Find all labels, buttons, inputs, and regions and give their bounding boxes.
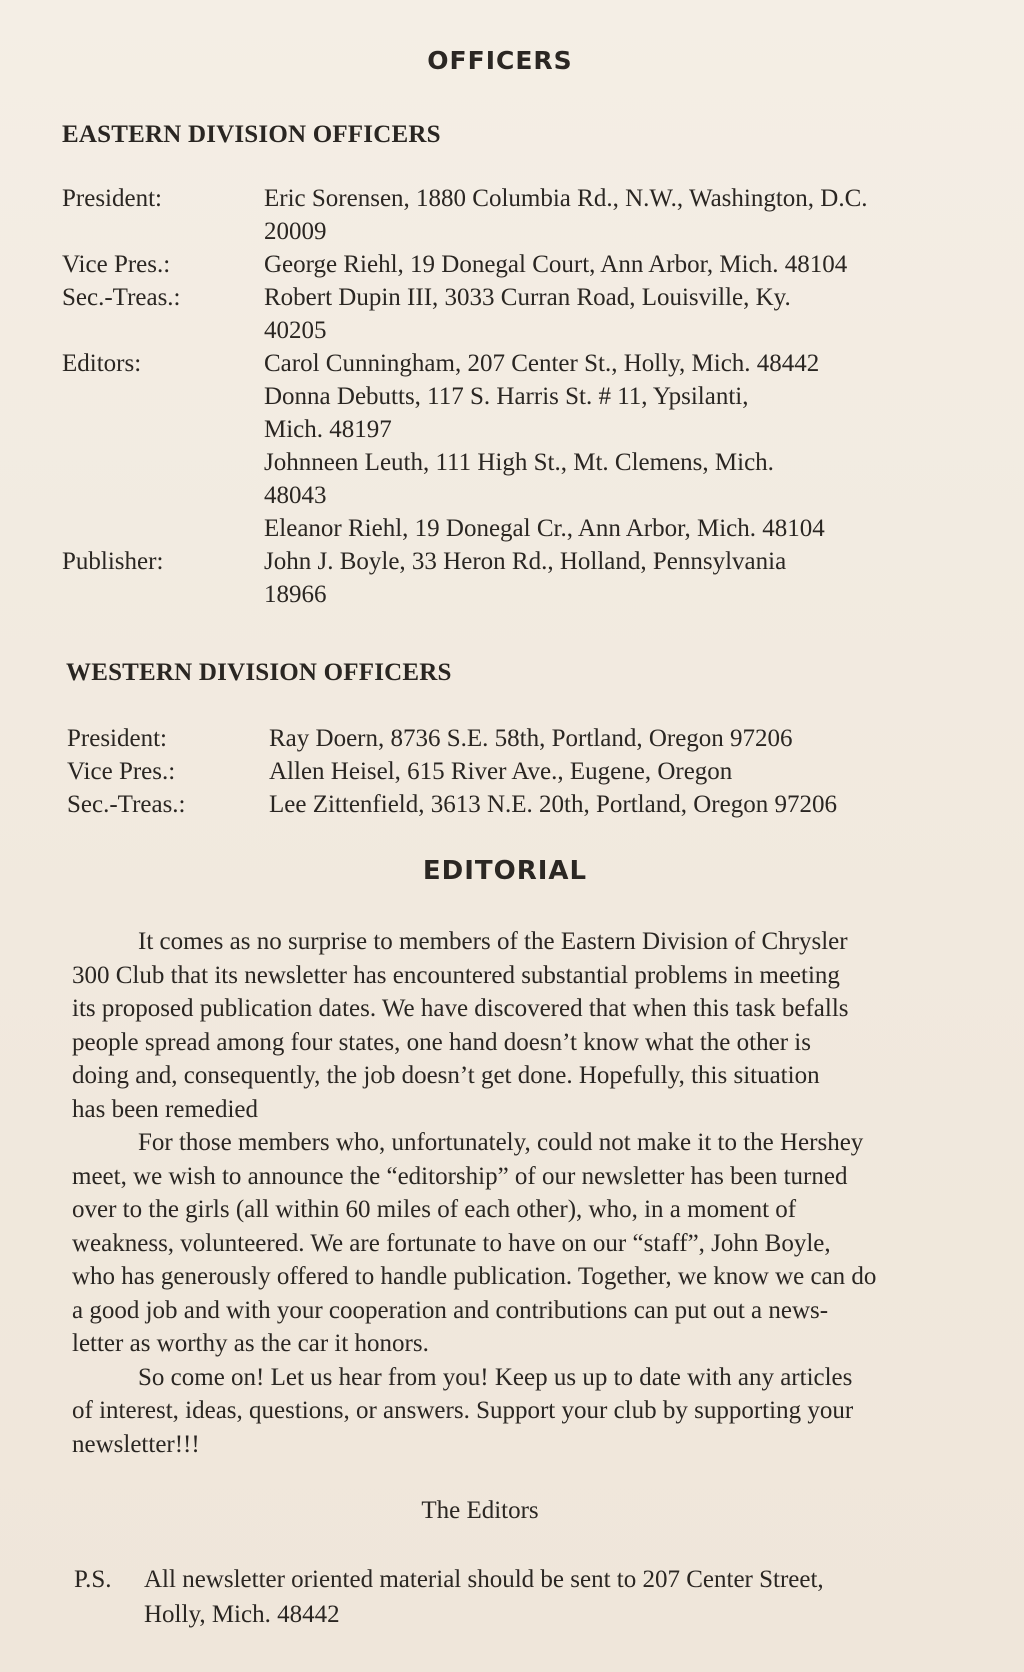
officer-role: Editors:: [62, 350, 142, 377]
officer-row-editors: [62, 347, 962, 545]
officer-row-president: [67, 722, 967, 755]
entry-line: Mich. 48197: [264, 416, 392, 443]
officer-entry: [269, 722, 967, 755]
text-line: doing and, consequently, the job doesn’t get done. Hopefully, this situation: [72, 1062, 820, 1089]
entry-line: 20009: [264, 218, 327, 245]
western-division-title: WESTERN DIVISION OFFICERS: [66, 659, 452, 686]
text-line: newsletter!!!: [72, 1430, 200, 1458]
entry-line: 48043: [264, 482, 327, 509]
officer-row-vice-president: [67, 755, 967, 788]
text-line: letter as worthy as the car it honors.: [72, 1330, 429, 1357]
western-officers-table: [67, 722, 967, 821]
postscript-label: P.S.: [74, 1566, 112, 1593]
officer-row-secretary-treasurer: [62, 281, 962, 347]
page-title: OFFICERS: [427, 46, 573, 75]
eastern-officers-table: [62, 182, 962, 611]
entry-line: Allen Heisel, 615 River Ave., Eugene, Oregon: [269, 758, 733, 785]
editorial-title: EDITORIAL: [422, 856, 588, 886]
officer-entry: [264, 281, 962, 347]
text-line: So come on! Let us hear from you! Keep us up to date with any articles: [138, 1363, 853, 1391]
text-line: For those members who, unfortunately, could not make it to the Hershey: [138, 1129, 864, 1156]
postscript: [74, 1562, 824, 1632]
officer-entry: [269, 755, 967, 788]
entry-line: John J. Boyle, 33 Heron Rd., Holland, Pennsylvania: [264, 548, 787, 575]
officer-row-publisher: [62, 545, 962, 611]
officer-role: Sec.-Treas.:: [62, 284, 181, 311]
postscript-text: [144, 1562, 824, 1632]
text-line: of interest, ideas, questions, or answers. Support your club by supporting your: [72, 1397, 854, 1424]
entry-line: Robert Dupin III, 3033 Curran Road, Louisville, Ky.: [264, 284, 791, 311]
text-line: people spread among four states, one hand doesn’t know what the other is: [72, 1028, 811, 1056]
officer-row-president: [62, 182, 962, 248]
text-line: meet, we wish to announce the “editorship” of our newsletter has been turned: [72, 1162, 848, 1190]
editorial-paragraph-1: [72, 925, 992, 1126]
officer-row-vice-president: [62, 248, 962, 281]
entry-line: Johnneen Leuth, 111 High St., Mt. Clemens, Mich.: [264, 449, 774, 476]
text-line: weakness, volunteered. We are fortunate to have on our “staff”, John Boyle,: [72, 1229, 831, 1257]
text-line: who has generously offered to handle publication. Together, we know we can do: [72, 1263, 877, 1290]
officer-role: Vice Pres.:: [62, 251, 171, 278]
editorial-body: [72, 925, 992, 1461]
entry-line: George Riehl, 19 Donegal Court, Ann Arbor, Mich. 48104: [264, 251, 848, 278]
text-line: over to the girls (all within 60 miles of each other), who, in a moment of: [72, 1196, 797, 1223]
entry-line: Donna Debutts, 117 S. Harris St. # 11, Ypsilanti,: [264, 383, 749, 410]
officer-entry: [269, 788, 967, 821]
text-line: has been remedied: [72, 1095, 259, 1123]
entry-line: Carol Cunningham, 207 Center St., Holly, Mich. 48442: [264, 350, 820, 377]
text-line: All newsletter oriented material should be sent to 207 Center Street,: [144, 1566, 824, 1593]
entry-line: Eric Sorensen, 1880 Columbia Rd., N.W., Washington, D.C.: [264, 185, 868, 212]
editorial-paragraph-3: [72, 1361, 992, 1462]
entry-line: 40205: [264, 317, 327, 344]
entry-line: Lee Zittenfield, 3613 N.E. 20th, Portland, Oregon 97206: [269, 791, 837, 818]
officer-row-secretary-treasurer: [67, 788, 967, 821]
entry-line: Eleanor Riehl, 19 Donegal Cr., Ann Arbor, Mich. 48104: [264, 515, 825, 542]
officer-role: Publisher:: [62, 548, 164, 575]
officer-entry: [264, 182, 962, 248]
editorial-paragraph-2: [72, 1126, 992, 1361]
officer-role: Sec.-Treas.:: [67, 791, 186, 818]
officer-role: President:: [67, 725, 167, 752]
officer-role: President:: [62, 185, 162, 212]
officer-entry: [264, 347, 962, 545]
entry-line: Ray Doern, 8736 S.E. 58th, Portland, Oregon 97206: [269, 725, 793, 752]
text-line: a good job and with your cooperation and contributions can put out a news-: [72, 1296, 829, 1324]
text-line: its proposed publication dates. We have discovered that when this task befalls: [72, 995, 849, 1022]
officer-entry: [264, 545, 962, 611]
text-line: 300 Club that its newsletter has encountered substantial problems in meeting: [72, 961, 840, 989]
officer-role: Vice Pres.:: [67, 758, 176, 785]
text-line: It comes as no surprise to members of the Eastern Division of Chrysler: [138, 928, 848, 955]
entry-line: 18966: [264, 581, 327, 608]
text-line: Holly, Mich. 48442: [144, 1601, 340, 1628]
eastern-division-title: EASTERN DIVISION OFFICERS: [62, 121, 441, 148]
officer-entry: [264, 248, 962, 281]
editorial-signature: The Editors: [421, 1497, 539, 1524]
